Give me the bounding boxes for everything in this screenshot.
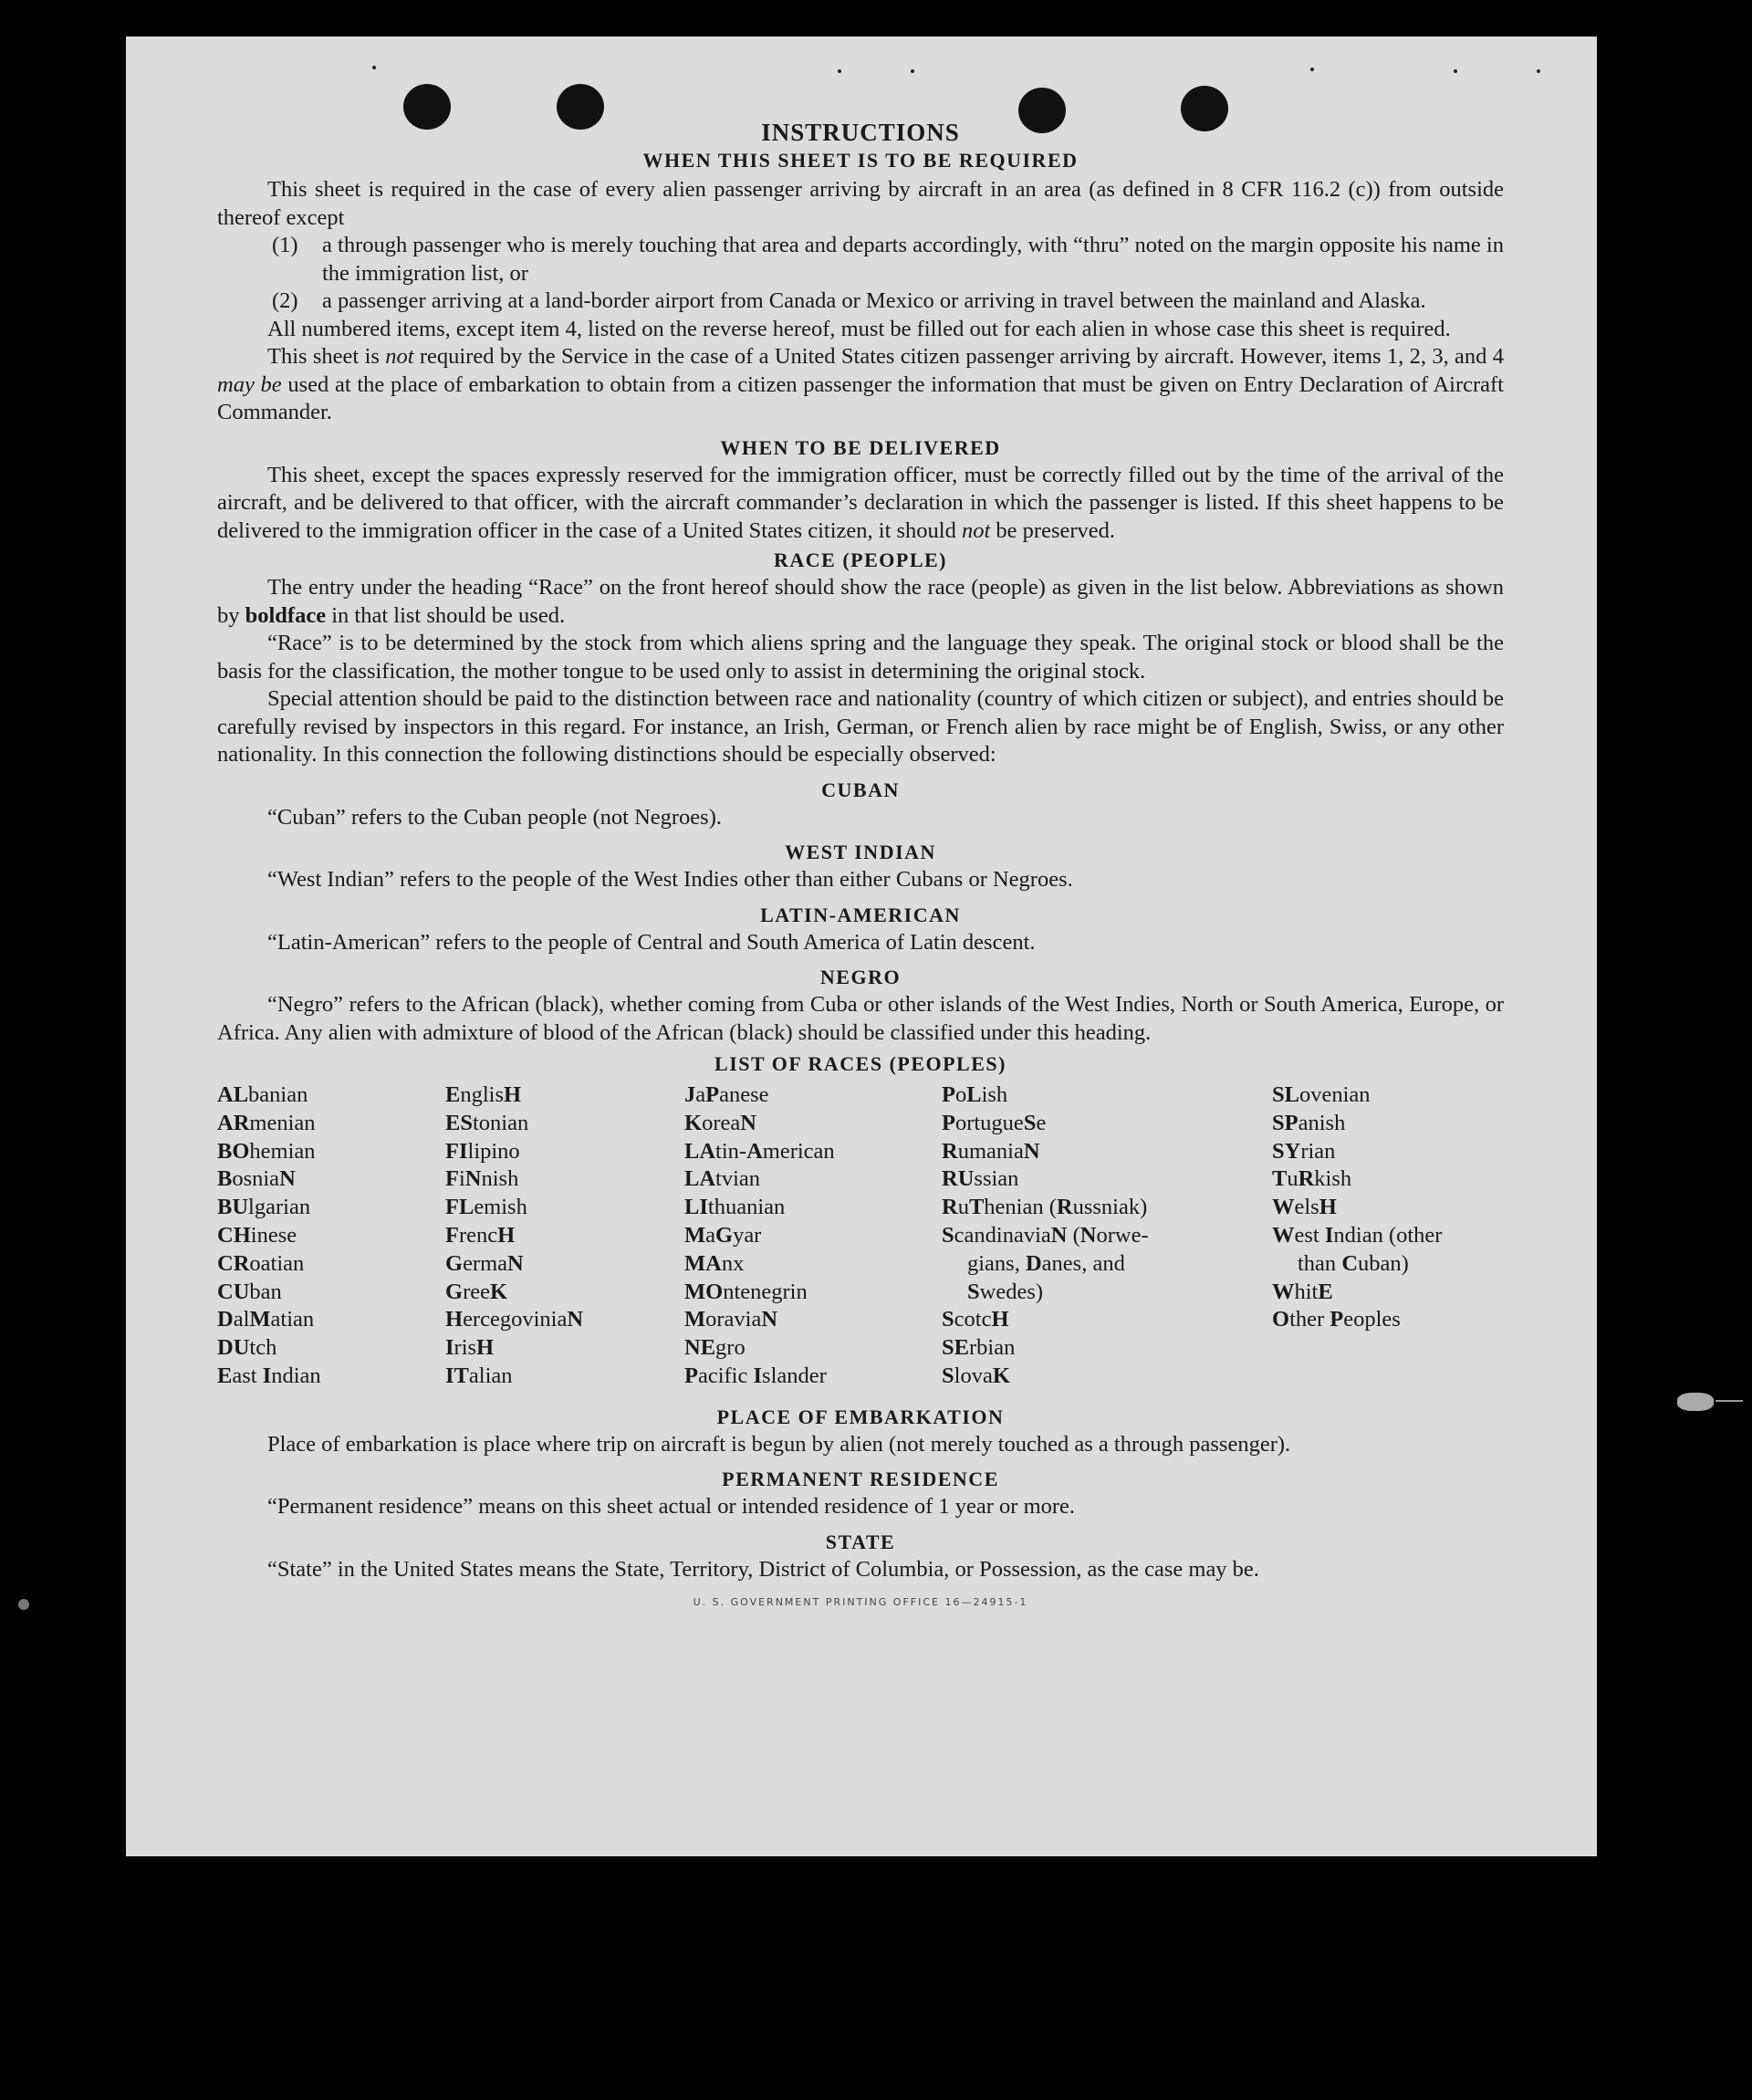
race-para1 — [217, 574, 1504, 630]
text-run: required by the Service in the case of a United States citizen passenger arriving by aircraft. However, items 1, 2, 3, and 4 — [413, 344, 1504, 369]
race-entry: BOhemian — [217, 1138, 316, 1164]
race-entry: SPanish — [1272, 1110, 1346, 1135]
race-entry: SlovaK — [942, 1363, 1010, 1388]
race-entry: ALbanian — [217, 1082, 308, 1107]
scan-mark — [1677, 1393, 1714, 1411]
race-entry: EnglisH — [445, 1082, 522, 1107]
latin-american-text: “Latin-American” refers to the people of Central and South America of Latin descent. — [267, 929, 1036, 955]
race-para3: Special attention should be paid to the distinction between race and nationality (country of which citizen or subject), and entries should be carefully revised by inspectors in this regard. For instance, an Irish, German, or French alien by race might be of English, Swiss, or any other nationality. In this connection the following distinctions should be especially observed: — [217, 686, 1504, 767]
race-entry: DUtch — [217, 1335, 277, 1361]
race-entry: MOntenegrin — [684, 1279, 808, 1304]
races-column — [684, 1081, 942, 1391]
form-sheet — [126, 37, 1597, 1856]
list-item — [272, 287, 1504, 316]
speck — [372, 66, 376, 69]
race-entry: CHinese — [217, 1222, 297, 1248]
state-text: “State” in the United States means the State, Territory, District of Columbia, or Possession, as the case may be. — [267, 1556, 1259, 1582]
scan-mark — [1716, 1400, 1743, 1402]
list-item — [272, 232, 1504, 287]
text-run: used at the place of embarkation to obtain from a citizen passenger the information that must be given on Entry Declaration of Aircraft Commander. — [217, 371, 1504, 424]
race-entry: LAtin-American — [684, 1138, 835, 1164]
races-column — [217, 1081, 445, 1391]
race-entry: ARmenian — [217, 1110, 316, 1135]
section-heading-embarkation: PLACE OF EMBARKATION — [716, 1405, 1005, 1428]
races-column — [445, 1081, 684, 1391]
instructions-content — [217, 82, 1504, 1608]
section-heading-when-delivered: WHEN TO BE DELIVERED — [720, 435, 1001, 459]
race-entry: MoraviaN — [684, 1307, 778, 1332]
races-column — [1272, 1081, 1504, 1391]
race-entry: SYrian — [1272, 1138, 1336, 1164]
item-number: (1) — [272, 233, 298, 257]
race-entry: BUlgarian — [217, 1195, 311, 1220]
race-entry: ScotcH — [942, 1307, 1009, 1332]
race-entry: CRoatian — [217, 1250, 305, 1276]
race-entry: GreeK — [445, 1279, 508, 1304]
race-entry: WelsH — [1272, 1195, 1337, 1220]
item-text: a passenger arriving at a land-border airport from Canada or Mexico or arriving in travel between the mainland and Alaska. — [322, 288, 1426, 313]
race-entry: HercegoviniaN — [445, 1307, 584, 1332]
speck — [1310, 68, 1314, 71]
section-heading-state: STATE — [825, 1530, 896, 1553]
race-entry: EStonian — [445, 1110, 529, 1135]
race-entry: SErbian — [942, 1335, 1016, 1361]
item-number: (2) — [272, 288, 298, 313]
speck — [911, 69, 914, 73]
race-entry: RuThenian (Russniak) — [942, 1195, 1148, 1220]
race-entry: DalMatian — [217, 1307, 315, 1332]
when-delivered-text — [217, 462, 1504, 546]
item-text: a through passenger who is merely touching that area and departs accordingly, with “thru” noted on the margin opposite his name in the immigration list, or — [322, 233, 1504, 286]
speck — [838, 69, 841, 73]
race-entry: Other Peoples — [1272, 1307, 1401, 1332]
race-entry: PoLish — [942, 1082, 1008, 1107]
text-run-italic: not — [961, 517, 991, 543]
section-heading-latin-american: LATIN-AMERICAN — [760, 903, 961, 926]
race-entry: FIlipino — [445, 1138, 520, 1164]
text-run: The entry under the heading “Race” on the front hereof should show the race (people) as given in the list below. Abbreviations as shown by — [217, 575, 1504, 628]
cuban-text: “Cuban” refers to the Cuban people (not Negroes). — [267, 804, 722, 830]
race-entry: WhitE — [1272, 1279, 1333, 1304]
race-entry: Pacific Islander — [684, 1363, 827, 1388]
race-entry: FLemish — [445, 1195, 527, 1220]
printer-imprint: U. S. GOVERNMENT PRINTING OFFICE 16—24915-1 — [693, 1596, 1028, 1609]
embarkation-text: Place of embarkation is place where trip on aircraft is begun by alien (not merely touched as a through passenger). — [267, 1431, 1291, 1457]
race-entry: LAtvian — [684, 1166, 761, 1192]
race-entry: than Cuban) — [1298, 1250, 1409, 1276]
section-heading-west-indian: WEST INDIAN — [785, 841, 936, 863]
exceptions-list — [217, 232, 1504, 316]
race-entry: GermaN — [445, 1250, 524, 1276]
text-run: This sheet, except the spaces expressly reserved for the immigration officer, must be correctly filled out by the time of the arrival of the aircraft, and be delivered to that officer, with the aircraft commander’s declaration in which the passenger is listed. If this sheet happens to be delivered to the immigration officer in the case of a United States citizen, it should — [217, 462, 1504, 543]
race-entry: JaPanese — [684, 1082, 769, 1107]
race-entry: BosniaN — [217, 1166, 296, 1192]
section-heading-negro: NEGRO — [819, 966, 902, 988]
text-run-bold: boldface — [245, 602, 327, 628]
section-heading-race: RACE (PEOPLE) — [774, 549, 947, 571]
when-required-intro: This sheet is required in the case of every alien passenger arriving by aircraft in an area (as defined in 8 CFR 116.2 (c)) from outside thereof except — [217, 177, 1504, 230]
residence-text: “Permanent residence” means on this sheet actual or intended residence of 1 year or more. — [267, 1494, 1076, 1520]
scan-mark — [18, 1599, 29, 1610]
section-heading-when-required: WHEN THIS SHEET IS TO BE REQUIRED — [642, 149, 1079, 172]
race-entry: RumaniaN — [942, 1138, 1040, 1164]
race-entry: Swedes) — [967, 1279, 1044, 1304]
race-entry: ScandinaviaN (Norwe- — [942, 1222, 1149, 1248]
race-entry: MAnx — [684, 1250, 745, 1276]
race-entry: LIthuanian — [684, 1195, 786, 1220]
race-entry: NEgro — [684, 1335, 746, 1361]
race-entry: FrencH — [445, 1222, 516, 1248]
section-heading-residence: PERMANENT RESIDENCE — [722, 1468, 999, 1491]
speck — [1454, 69, 1457, 73]
speck — [1537, 69, 1540, 73]
section-heading-races-list: LIST OF RACES (PEOPLES) — [714, 1052, 1006, 1075]
race-entry: East Indian — [217, 1363, 321, 1388]
races-list — [217, 1081, 1504, 1391]
negro-text: “Negro” refers to the African (black), whether coming from Cuba or other islands of the West Indies, North or South America, Europe, or Africa. Any alien with admixture of blood of the African (black) should be classified under this heading. — [217, 992, 1504, 1045]
section-heading-cuban: CUBAN — [821, 778, 900, 801]
text-run-italic: not — [385, 344, 414, 369]
race-entry: ITalian — [445, 1363, 513, 1388]
races-column — [942, 1081, 1272, 1391]
when-required-para3 — [217, 343, 1504, 427]
race-entry: MaGyar — [684, 1222, 762, 1248]
race-entry: CUban — [217, 1279, 282, 1304]
race-entry: TuRkish — [1272, 1166, 1352, 1192]
text-run-italic: may be — [217, 371, 282, 397]
race-entry: FiNnish — [445, 1166, 519, 1192]
race-entry: West Indian (other — [1272, 1222, 1443, 1248]
text-run: This sheet is — [267, 344, 386, 369]
west-indian-text: “West Indian” refers to the people of the West Indies other than either Cubans or Negroes. — [267, 867, 1073, 892]
race-entry: gians, Danes, and — [967, 1250, 1125, 1276]
when-required-para2: All numbered items, except item 4, listed on the reverse hereof, must be filled out for each alien in whose case this sheet is required. — [267, 316, 1451, 341]
text-run: in that list should be used. — [326, 602, 566, 628]
race-para2: “Race” is to be determined by the stock from which aliens spring and the language they speak. The original stock or blood shall be the basis for the classification, the mother tongue to be used only to assist in determining the original stock. — [217, 631, 1504, 684]
race-entry: KoreaN — [684, 1110, 756, 1135]
race-entry: RUssian — [942, 1166, 1019, 1192]
race-entry: SLovenian — [1272, 1082, 1371, 1107]
race-entry: PortugueSe — [942, 1110, 1047, 1135]
text-run: be preserved. — [990, 517, 1116, 543]
page-title: INSTRUCTIONS — [761, 119, 960, 146]
race-entry: IrisH — [445, 1335, 495, 1361]
